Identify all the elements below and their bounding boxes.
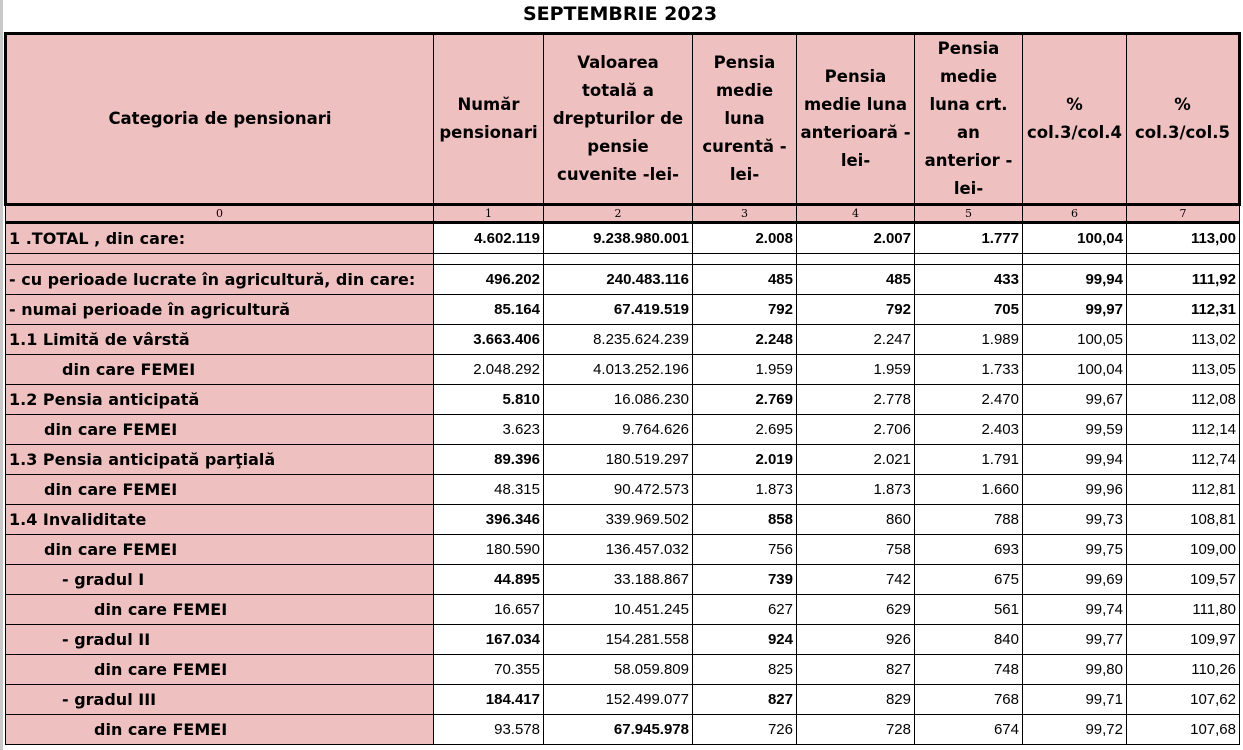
page-title: SEPTEMBRIE 2023 (522, 3, 718, 25)
category-cell: - gradul III (6, 685, 434, 715)
value-cell: 2.007 (797, 223, 915, 254)
value-cell: 792 (693, 295, 797, 325)
value-cell: 860 (797, 505, 915, 535)
value-cell: 112,81 (1127, 475, 1240, 505)
value-cell: 99,67 (1023, 385, 1127, 415)
spacer-cell (434, 254, 544, 265)
value-cell: 627 (693, 595, 797, 625)
table-row (6, 223, 1240, 254)
value-cell: 675 (915, 565, 1023, 595)
value-cell: 748 (915, 655, 1023, 685)
category-cell: din care FEMEI (6, 475, 434, 505)
spacer-cell (1127, 254, 1240, 265)
value-cell: 67.419.519 (544, 295, 693, 325)
value-cell: 16.657 (434, 595, 544, 625)
value-cell: 180.519.297 (544, 445, 693, 475)
value-cell: 788 (915, 505, 1023, 535)
value-cell: 924 (693, 625, 797, 655)
value-cell: 16.086.230 (544, 385, 693, 415)
column-number: 6 (1023, 205, 1127, 223)
value-cell: 100,04 (1023, 223, 1127, 254)
value-cell: 629 (797, 595, 915, 625)
value-cell: 113,02 (1127, 325, 1240, 355)
value-cell: 8.235.624.239 (544, 325, 693, 355)
value-cell: 1.777 (915, 223, 1023, 254)
value-cell: 792 (797, 295, 915, 325)
value-cell: 829 (797, 685, 915, 715)
value-cell: 825 (693, 655, 797, 685)
header-total-value: Valoarea totală a drepturilor de pensie cuvenite -lei- (544, 34, 693, 205)
value-cell: 2.247 (797, 325, 915, 355)
value-cell: 3.623 (434, 415, 544, 445)
value-cell: 339.969.502 (544, 505, 693, 535)
value-cell: 758 (797, 535, 915, 565)
value-cell: 112,08 (1127, 385, 1240, 415)
value-cell: 433 (915, 265, 1023, 295)
column-number: 2 (544, 205, 693, 223)
value-cell: 827 (693, 685, 797, 715)
value-cell: 108,81 (1127, 505, 1240, 535)
column-number: 5 (915, 205, 1023, 223)
value-cell: 99,74 (1023, 595, 1127, 625)
value-cell: 100,05 (1023, 325, 1127, 355)
value-cell: 1.873 (797, 475, 915, 505)
table-row (6, 505, 1240, 535)
value-cell: 9.238.980.001 (544, 223, 693, 254)
category-cell: 1.2 Pensia anticipată (6, 385, 434, 415)
table-row (6, 565, 1240, 595)
value-cell: 926 (797, 625, 915, 655)
value-cell: 5.810 (434, 385, 544, 415)
value-cell: 99,94 (1023, 265, 1127, 295)
spacer-row (6, 254, 1240, 265)
value-cell: 99,71 (1023, 685, 1127, 715)
value-cell: 99,94 (1023, 445, 1127, 475)
value-cell: 58.059.809 (544, 655, 693, 685)
value-cell: 1.959 (797, 355, 915, 385)
column-number: 0 (6, 205, 434, 223)
value-cell: 93.578 (434, 715, 544, 745)
table-row (6, 655, 1240, 685)
value-cell: 827 (797, 655, 915, 685)
value-cell: 742 (797, 565, 915, 595)
value-cell: 113,05 (1127, 355, 1240, 385)
value-cell: 89.396 (434, 445, 544, 475)
table-row (6, 415, 1240, 445)
category-cell: - gradul I (6, 565, 434, 595)
value-cell: 1.791 (915, 445, 1023, 475)
value-cell: 180.590 (434, 535, 544, 565)
category-cell: 1.4 Invaliditate (6, 505, 434, 535)
category-cell: din care FEMEI (6, 595, 434, 625)
value-cell: 240.483.116 (544, 265, 693, 295)
value-cell: 112,14 (1127, 415, 1240, 445)
value-cell: 90.472.573 (544, 475, 693, 505)
spacer-cell (1023, 254, 1127, 265)
spacer-cell (6, 254, 434, 265)
value-cell: 840 (915, 625, 1023, 655)
value-cell: 152.499.077 (544, 685, 693, 715)
spacer-cell (915, 254, 1023, 265)
category-cell: - cu perioade lucrate în agricultură, din care: (6, 265, 434, 295)
header-row (6, 34, 1240, 205)
table-row (6, 265, 1240, 295)
table-row (6, 295, 1240, 325)
value-cell: 693 (915, 535, 1023, 565)
value-cell: 67.945.978 (544, 715, 693, 745)
value-cell: 154.281.558 (544, 625, 693, 655)
value-cell: 136.457.032 (544, 535, 693, 565)
value-cell: 2.695 (693, 415, 797, 445)
value-cell: 167.034 (434, 625, 544, 655)
value-cell: 99,69 (1023, 565, 1127, 595)
spacer-cell (544, 254, 693, 265)
value-cell: 2.048.292 (434, 355, 544, 385)
spacer-cell (693, 254, 797, 265)
value-cell: 9.764.626 (544, 415, 693, 445)
category-cell: din care FEMEI (6, 535, 434, 565)
value-cell: 756 (693, 535, 797, 565)
value-cell: 110,26 (1127, 655, 1240, 685)
header-avg-prev-year: Pensia medie luna crt. an anterior -lei- (915, 34, 1023, 205)
sheet-left-edge (0, 0, 3, 750)
value-cell: 396.346 (434, 505, 544, 535)
column-number: 3 (693, 205, 797, 223)
header-category: Categoria de pensionari (6, 34, 434, 205)
value-cell: 4.602.119 (434, 223, 544, 254)
value-cell: 2.778 (797, 385, 915, 415)
value-cell: 2.008 (693, 223, 797, 254)
category-cell: 1.1 Limită de vârstă (6, 325, 434, 355)
value-cell: 674 (915, 715, 1023, 745)
column-number: 1 (434, 205, 544, 223)
value-cell: 768 (915, 685, 1023, 715)
value-cell: 113,00 (1127, 223, 1240, 254)
value-cell: 2.019 (693, 445, 797, 475)
value-cell: 726 (693, 715, 797, 745)
value-cell: 485 (797, 265, 915, 295)
value-cell: 485 (693, 265, 797, 295)
table-row (6, 595, 1240, 625)
header-avg-previous: Pensia medie luna anterioară - lei- (797, 34, 915, 205)
value-cell: 1.733 (915, 355, 1023, 385)
value-cell: 184.417 (434, 685, 544, 715)
table-row (6, 355, 1240, 385)
value-cell: 1.873 (693, 475, 797, 505)
value-cell: 99,73 (1023, 505, 1127, 535)
table-row (6, 625, 1240, 655)
value-cell: 99,59 (1023, 415, 1127, 445)
value-cell: 111,92 (1127, 265, 1240, 295)
column-number-row (6, 205, 1240, 223)
value-cell: 99,77 (1023, 625, 1127, 655)
category-cell: din care FEMEI (6, 415, 434, 445)
table-row (6, 715, 1240, 745)
header-count: Număr pensionari (434, 34, 544, 205)
value-cell: 1.660 (915, 475, 1023, 505)
value-cell: 99,96 (1023, 475, 1127, 505)
value-cell: 99,97 (1023, 295, 1127, 325)
table-row (6, 535, 1240, 565)
value-cell: 2.706 (797, 415, 915, 445)
value-cell: 100,04 (1023, 355, 1127, 385)
value-cell: 705 (915, 295, 1023, 325)
value-cell: 2.248 (693, 325, 797, 355)
category-cell: din care FEMEI (6, 655, 434, 685)
value-cell: 111,80 (1127, 595, 1240, 625)
category-cell: - numai perioade în agricultură (6, 295, 434, 325)
value-cell: 33.188.867 (544, 565, 693, 595)
value-cell: 99,80 (1023, 655, 1127, 685)
header-avg-current: Pensia medie luna curentă -lei- (693, 34, 797, 205)
value-cell: 561 (915, 595, 1023, 625)
table-row (6, 385, 1240, 415)
value-cell: 2.021 (797, 445, 915, 475)
category-cell: 1 .TOTAL , din care: (6, 223, 434, 254)
value-cell: 496.202 (434, 265, 544, 295)
value-cell: 109,00 (1127, 535, 1240, 565)
header-pct-col3-col5: % col.3/col.5 (1127, 34, 1240, 205)
value-cell: 99,75 (1023, 535, 1127, 565)
category-cell: din care FEMEI (6, 715, 434, 745)
table-row (6, 445, 1240, 475)
value-cell: 1.989 (915, 325, 1023, 355)
value-cell: 107,62 (1127, 685, 1240, 715)
value-cell: 1.959 (693, 355, 797, 385)
header-pct-col3-col4: % col.3/col.4 (1023, 34, 1127, 205)
table-row (6, 325, 1240, 355)
value-cell: 858 (693, 505, 797, 535)
value-cell: 70.355 (434, 655, 544, 685)
category-cell: 1.3 Pensia anticipată parţială (6, 445, 434, 475)
value-cell: 2.403 (915, 415, 1023, 445)
value-cell: 109,57 (1127, 565, 1240, 595)
category-cell: din care FEMEI (6, 355, 434, 385)
value-cell: 112,31 (1127, 295, 1240, 325)
column-number: 4 (797, 205, 915, 223)
value-cell: 109,97 (1127, 625, 1240, 655)
spacer-cell (797, 254, 915, 265)
category-cell: - gradul II (6, 625, 434, 655)
value-cell: 739 (693, 565, 797, 595)
value-cell: 2.769 (693, 385, 797, 415)
table-row (6, 685, 1240, 715)
value-cell: 10.451.245 (544, 595, 693, 625)
value-cell: 4.013.252.196 (544, 355, 693, 385)
table-row (6, 475, 1240, 505)
value-cell: 2.470 (915, 385, 1023, 415)
column-number: 7 (1127, 205, 1240, 223)
value-cell: 48.315 (434, 475, 544, 505)
value-cell: 3.663.406 (434, 325, 544, 355)
pension-table (4, 32, 1241, 745)
value-cell: 44.895 (434, 565, 544, 595)
value-cell: 728 (797, 715, 915, 745)
value-cell: 107,68 (1127, 715, 1240, 745)
value-cell: 85.164 (434, 295, 544, 325)
value-cell: 99,72 (1023, 715, 1127, 745)
value-cell: 112,74 (1127, 445, 1240, 475)
